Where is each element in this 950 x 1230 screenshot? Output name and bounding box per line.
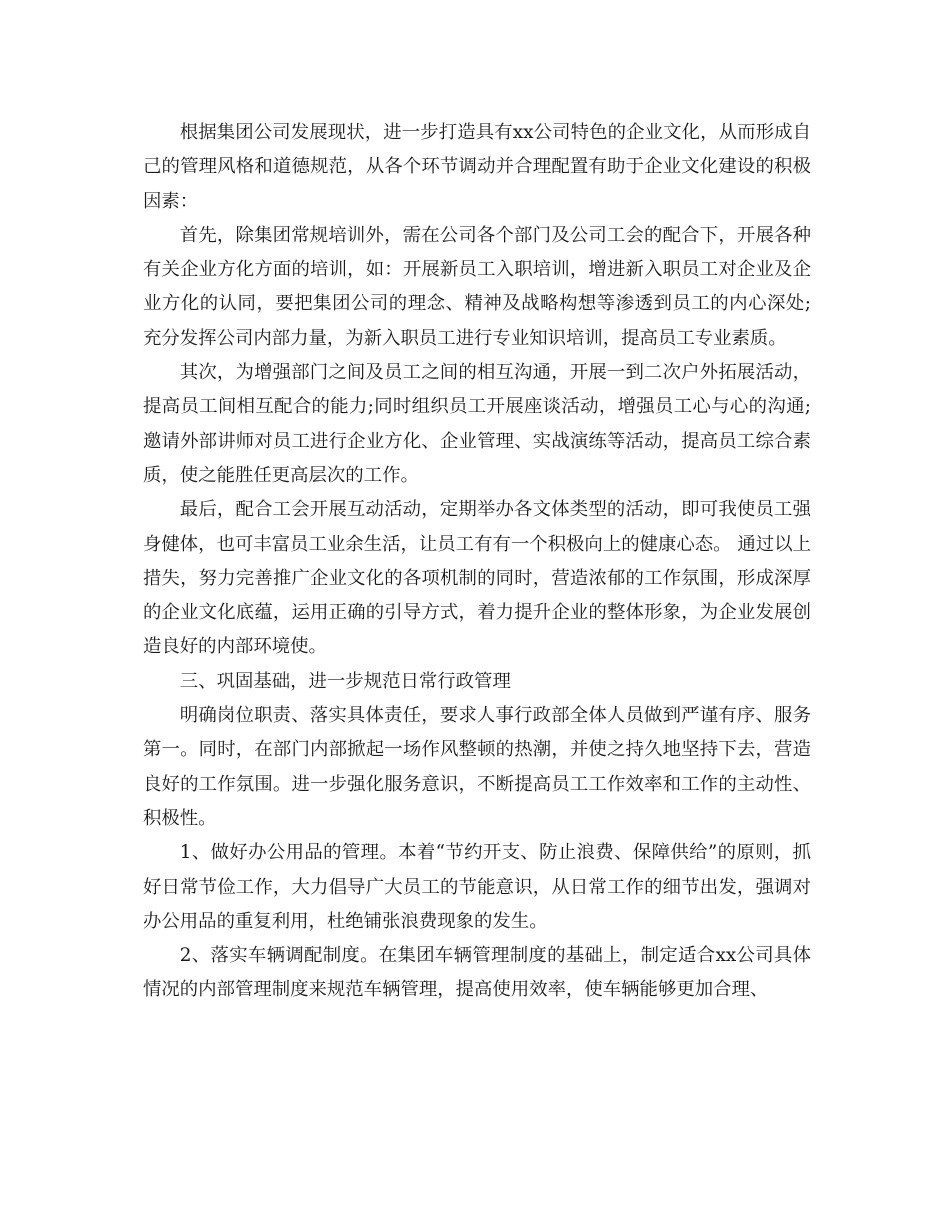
paragraph-finally-activities: 最后，配合工会开展互动活动，定期举办各文体类型的活动，即可我使员工强身健体，也可丰富员工业余生活，让员工有有一个积极向上的健康心态。 通过以上措失，努力完善推广企业文化的各项机制的同时，营造浓郁的工作氛围，形成深厚的企业文化底蕴，运用正确的引导方式，着力提升企业的整体形象，为企业发展创造良好的内部环境使。 — [143, 499, 811, 658]
paragraph-vehicle-dispatch: 2、落实车辆调配制度。在集团车辆管理制度的基础上，制定适合xx公司具体情况的内部管理制度来规范车辆管理，提高使用效率，使车辆能够更加合理、 — [143, 945, 811, 1001]
section-heading-administration: 三、巩固基础，进一步规范日常行政管理 — [179, 670, 511, 692]
paragraph-office-supplies: 1、做好办公用品的管理。本着“节约开支、防止浪费、保障供给”的原则，抓好日常节俭工作，大力倡导广大员工的节能意识，从日常工作的细节出发，强调对办公用品的重复利用，杜绝铺张浪费现象的发生。 — [143, 842, 811, 932]
document-body — [143, 116, 811, 1008]
paragraph-first-training: 首先，除集团常规培训外，需在公司各个部门及公司工会的配合下，开展各种有关企业方化方面的培训，如：开展新员工入职培训，增进新入职员工对企业及企业方化的认同，要把集团公司的理念、精神及战略构想等渗透到员工的内心深处;充分发挥公司内部力量，为新入职员工进行专业知识培训，提高员工专业素质。 — [143, 224, 811, 349]
paragraph-second-communication: 其次，为增强部门之间及员工之间的相互沟通，开展一到二次户外拓展活动，提高员工间相互配合的能力;同时组织员工开展座谈活动，增强员工心与心的沟通;邀请外部讲师对员工进行企业方化、企业管理、实战演练等活动，提高员工综合素质，使之能胜任更高层次的工作。 — [143, 362, 811, 486]
paragraph-corporate-culture-intro: 根据集团公司发展现状，进一步打造具有xx公司特色的企业文化，从而形成自己的管理风格和道德规范，从各个环节调动并合理配置有助于企业文化建设的积极因素： — [143, 122, 811, 212]
paragraph-responsibilities: 明确岗位职责、落实具体责任，要求人事行政部全体人员做到严谨有序、服务第一。同时，在部门内部掀起一场作风整顿的热潮，并使之持久地坚持下去，营造良好的工作氛围。进一步强化服务意识，不断提高员工工作效率和工作的主动性、积极性。 — [143, 705, 811, 829]
